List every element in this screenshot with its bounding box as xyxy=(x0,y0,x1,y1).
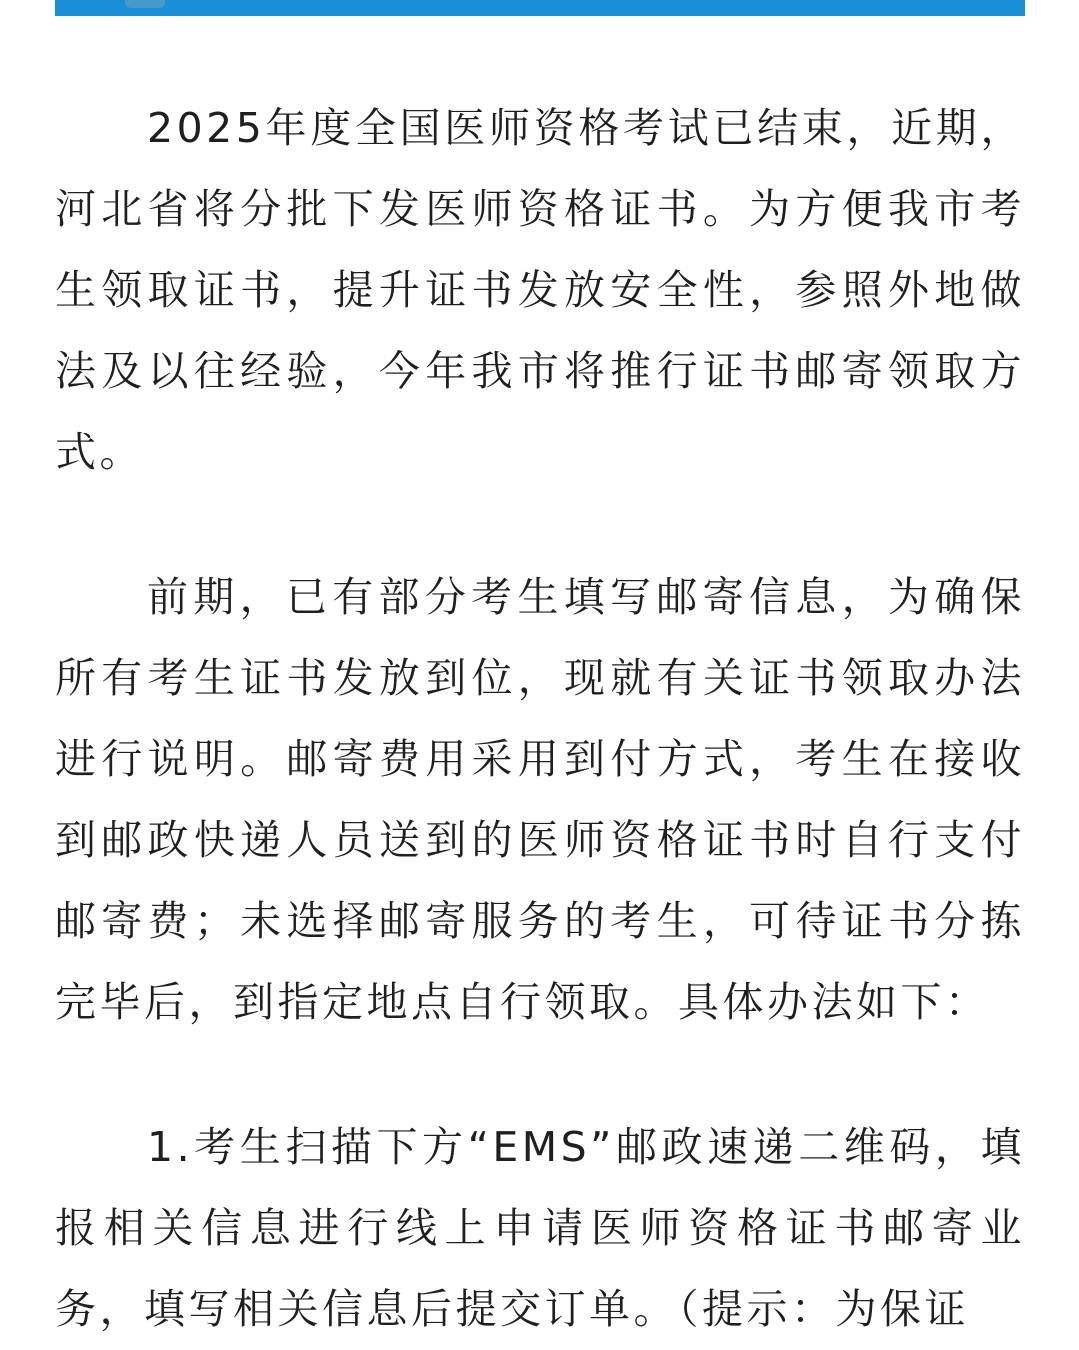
paragraph-explanation: 前期，已有部分考生填写邮寄信息，为确保所有考生证书发放到位，现就有关证书领取办法进行说明。邮寄费用采用到付方式，考生在接收到邮政快递人员送到的医师资格证书时自行支付邮寄费；未选择邮寄服务的考生，可待证书分拣完毕后，到指定地点自行领取。具体办法如下： xyxy=(55,573,1025,1026)
article-body xyxy=(55,88,1025,1350)
paragraph-step-1: 1.考生扫描下方“EMS”邮政速递二维码，填报相关信息进行线上申请医师资格证书邮寄业务，填写相关信息后提交订单。（提示：为保证 xyxy=(55,1123,1025,1333)
banner-decoration xyxy=(125,0,165,8)
header-banner xyxy=(55,0,1025,16)
paragraph-intro: 2025年度全国医师资格考试已结束，近期，河北省将分批下发医师资格证书。为方便我市考生领取证书，提升证书发放安全性，参照外地做法及以往经验，今年我市将推行证书邮寄领取方式。 xyxy=(55,104,1025,476)
